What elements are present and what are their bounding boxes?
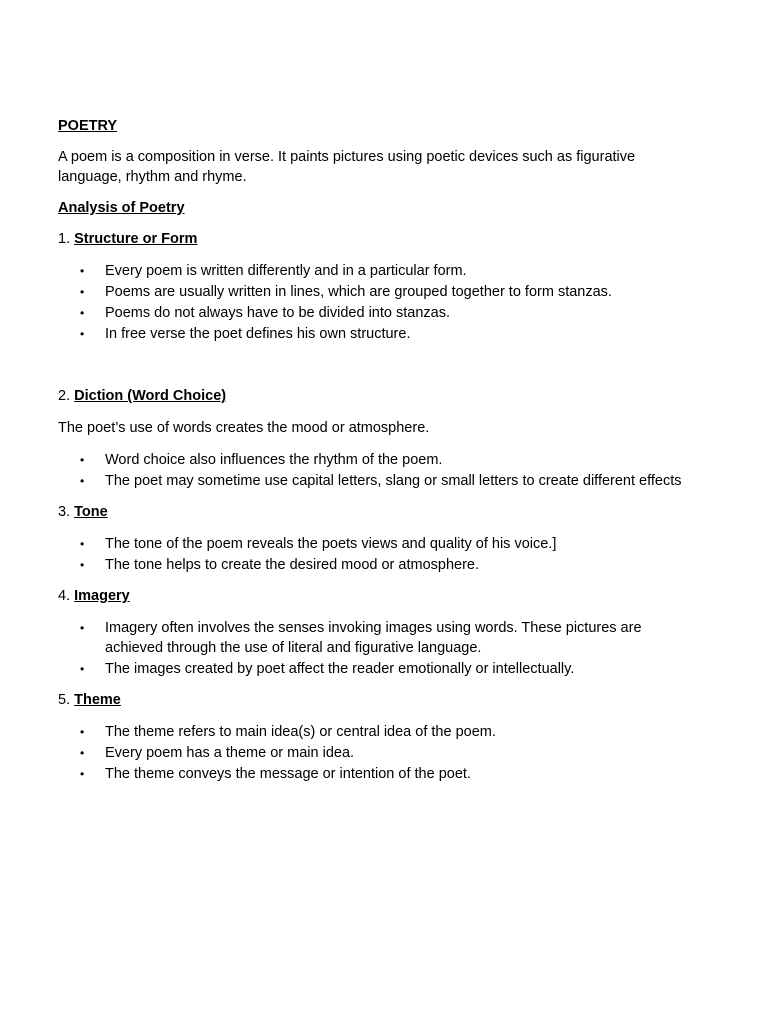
bullet-icon: • xyxy=(80,306,85,320)
list-item-text: Word choice also influences the rhythm of the poem. xyxy=(105,452,443,468)
bullet-icon: • xyxy=(80,537,85,551)
section-heading-tone xyxy=(58,502,698,522)
list-item xyxy=(58,471,698,491)
bullet-icon: • xyxy=(80,285,85,299)
bullet-list-structure xyxy=(58,261,698,344)
bullet-icon: • xyxy=(80,558,85,572)
diction-intro: The poet’s use of words creates the mood or atmosphere. xyxy=(58,420,430,436)
section-name: Theme xyxy=(74,692,121,708)
section-heading-diction xyxy=(58,386,698,406)
list-item-text: Poems are usually written in lines, which are grouped together to form stanzas. xyxy=(105,284,612,300)
bullet-icon: • xyxy=(80,264,85,278)
list-item xyxy=(58,324,698,344)
section-name: Imagery xyxy=(74,588,130,604)
list-item xyxy=(58,764,698,784)
bullet-icon: • xyxy=(80,767,85,781)
bullet-icon: • xyxy=(80,662,85,676)
section-name: Tone xyxy=(74,504,108,520)
bullet-list-tone xyxy=(58,534,698,575)
list-item xyxy=(58,303,698,323)
list-item xyxy=(58,618,698,658)
section-heading-theme xyxy=(58,690,698,710)
section-number: 4. xyxy=(58,588,71,604)
bullet-icon: • xyxy=(80,327,85,341)
list-item-text: Imagery often involves the senses invoking images using words. These pictures are achieved through the use of literal and figurative language. xyxy=(105,620,642,656)
bullet-icon: • xyxy=(80,725,85,739)
section-heading-structure xyxy=(58,229,698,249)
intro-paragraph: A poem is a composition in verse. It paints pictures using poetic devices such as figurative language, rhythm and rhyme. xyxy=(58,149,636,185)
document-title: POETRY xyxy=(58,118,118,134)
section-name: Diction (Word Choice) xyxy=(74,388,227,404)
section-number: 2. xyxy=(58,388,71,404)
bullet-list-theme xyxy=(58,722,698,784)
list-item-text: The tone of the poem reveals the poets views and quality of his voice.] xyxy=(105,536,557,552)
bullet-icon: • xyxy=(80,746,85,760)
bullet-list-diction xyxy=(58,450,698,491)
section-heading-imagery xyxy=(58,586,698,606)
section-number: 3. xyxy=(58,504,71,520)
section-name: Structure or Form xyxy=(74,231,198,247)
list-item-text: The tone helps to create the desired mood or atmosphere. xyxy=(105,557,479,573)
list-item-text: Poems do not always have to be divided into stanzas. xyxy=(105,305,450,321)
list-item xyxy=(58,282,698,302)
list-item xyxy=(58,722,698,742)
bullet-icon: • xyxy=(80,621,85,635)
list-item-text: The poet may sometime use capital letters, slang or small letters to create different effects xyxy=(105,473,682,489)
list-item xyxy=(58,450,698,470)
list-item-text: Every poem is written differently and in a particular form. xyxy=(105,263,467,279)
list-item-text: In free verse the poet defines his own structure. xyxy=(105,326,411,342)
list-item xyxy=(58,261,698,281)
bullet-icon: • xyxy=(80,453,85,467)
list-item xyxy=(58,659,698,679)
section-number: 5. xyxy=(58,692,71,708)
analysis-heading: Analysis of Poetry xyxy=(58,200,185,216)
list-item-text: The images created by poet affect the reader emotionally or intellectually. xyxy=(105,661,575,677)
list-item xyxy=(58,534,698,554)
section-number: 1. xyxy=(58,231,71,247)
list-item-text: The theme refers to main idea(s) or central idea of the poem. xyxy=(105,724,496,740)
bullet-list-imagery xyxy=(58,618,698,679)
spacer xyxy=(58,355,698,386)
list-item xyxy=(58,555,698,575)
bullet-icon: • xyxy=(80,474,85,488)
list-item-text: The theme conveys the message or intention of the poet. xyxy=(105,766,471,782)
list-item xyxy=(58,743,698,763)
document-page xyxy=(58,116,698,795)
list-item-text: Every poem has a theme or main idea. xyxy=(105,745,355,761)
